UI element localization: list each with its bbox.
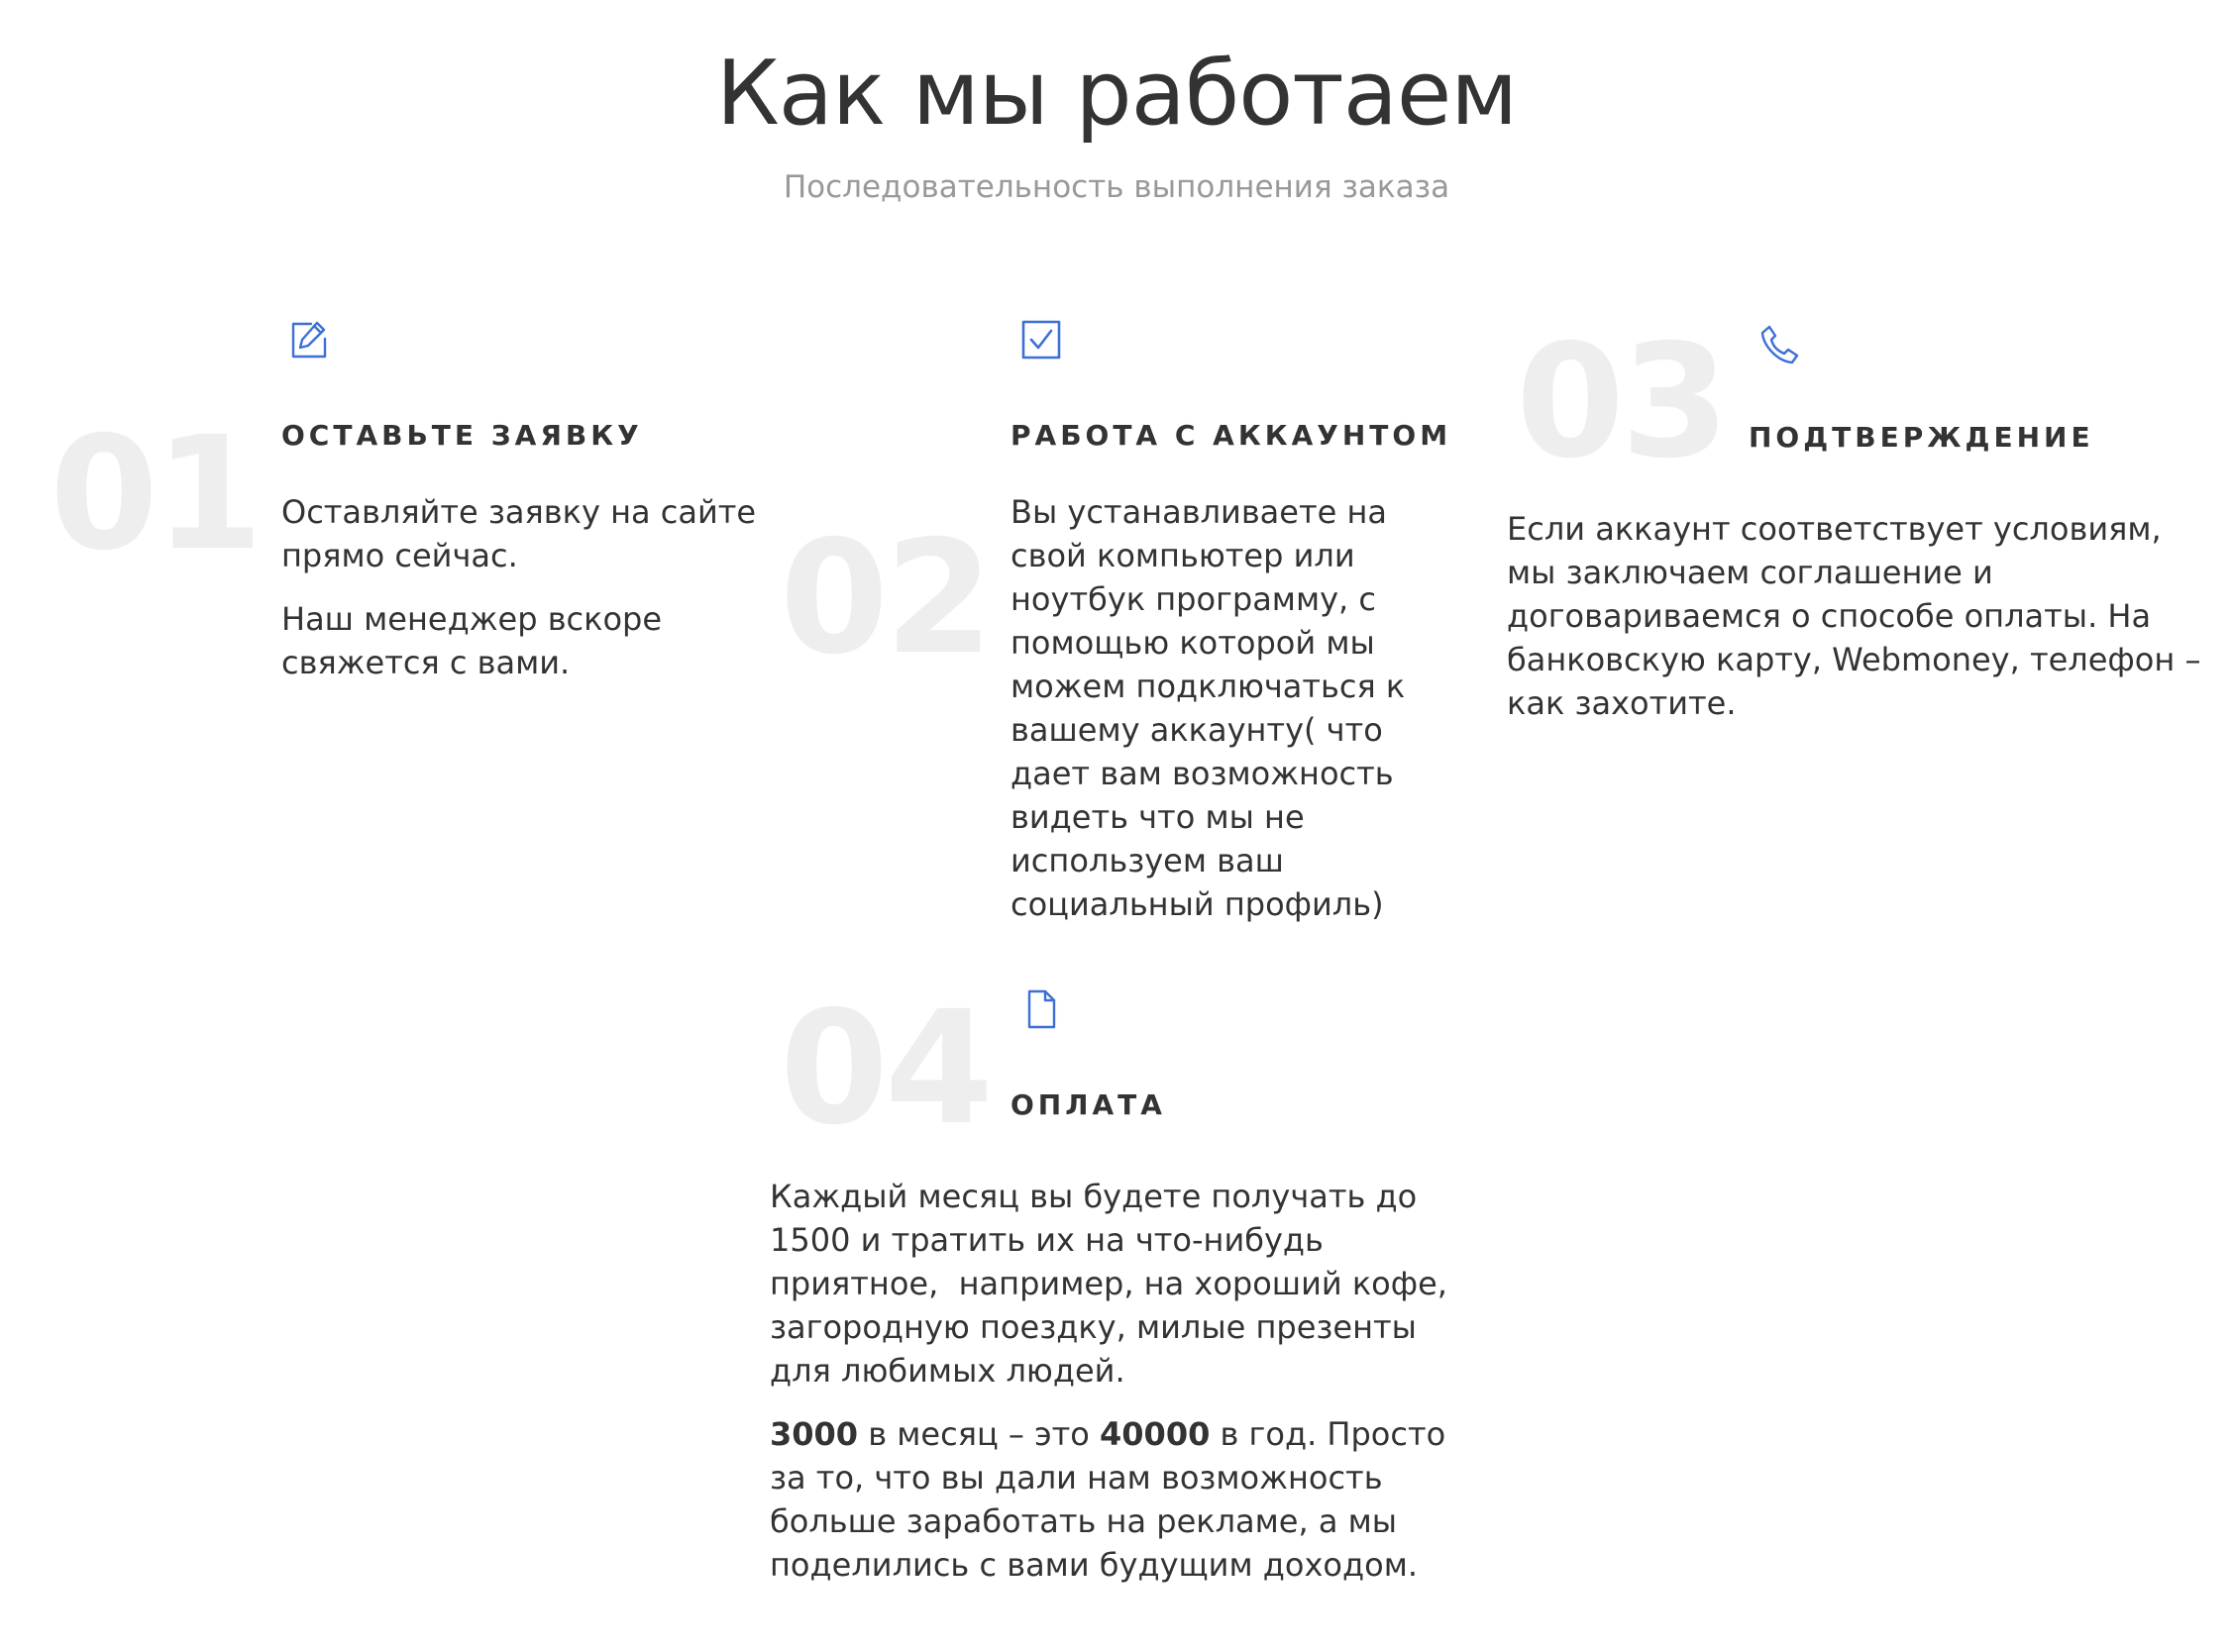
page-subtitle: Последовательность выполнения заказа bbox=[783, 169, 1450, 205]
yearly-amount: 40000 bbox=[1100, 1415, 1211, 1453]
step-2-paragraph: Вы устанавливаете на свой компьютер или ноутбук программу, с помощью которой мы можем подключаться к вашему аккаунту( что дает вам возможность видеть что мы не используем ваш социальный профиль) bbox=[1010, 493, 1406, 923]
step-4-number: 04 bbox=[780, 978, 990, 1160]
step-4-title: ОПЛАТА bbox=[1010, 1088, 1166, 1121]
step-1-paragraph: Оставляйте заявку на сайте прямо сейчас. bbox=[281, 493, 757, 574]
phone-icon bbox=[1756, 322, 1802, 367]
step-2-description bbox=[1010, 490, 1466, 926]
step-1-description bbox=[281, 490, 757, 684]
step-4-paragraph: Каждый месяц вы будете получать до 1500 и тратить их на что-нибудь приятное, например, на хороший кофе, загородную поездку, милые презенты для любимых людей. bbox=[770, 1178, 1447, 1390]
edit-icon bbox=[287, 317, 333, 362]
step-1-paragraph: Наш менеджер вскоре свяжется с вами. bbox=[281, 600, 663, 681]
step-3-title: ПОДТВЕРЖДЕНИЕ bbox=[1749, 421, 2094, 454]
step-4-income-paragraph bbox=[770, 1412, 1483, 1587]
step-4-description bbox=[770, 1175, 1483, 1587]
step-3-description bbox=[1507, 507, 2220, 725]
step-2-title: РАБОТА С АККАУНТОМ bbox=[1010, 419, 1452, 452]
monthly-text: в месяц – это bbox=[858, 1415, 1101, 1453]
monthly-amount: 3000 bbox=[770, 1415, 859, 1453]
document-icon bbox=[1018, 986, 1064, 1032]
page-title: Как мы работаем bbox=[715, 42, 1518, 146]
step-1-title: ОСТАВЬТЕ ЗАЯВКУ bbox=[281, 419, 643, 452]
step-2-number: 02 bbox=[780, 507, 990, 689]
checkbox-icon bbox=[1018, 317, 1064, 362]
step-3-number: 03 bbox=[1516, 311, 1726, 493]
yearly-text: в год. Просто за то, что вы дали нам возможность больше заработать на рекламе, а мы поделились с вами будущим доходом. bbox=[770, 1415, 1446, 1584]
step-1-number: 01 bbox=[50, 403, 260, 585]
step-3-paragraph: Если аккаунт соответствует условиям, мы заключаем соглашение и договариваемся о способе оплаты. На банковскую карту, Webmoney, телефон – как захотите. bbox=[1507, 510, 2201, 722]
